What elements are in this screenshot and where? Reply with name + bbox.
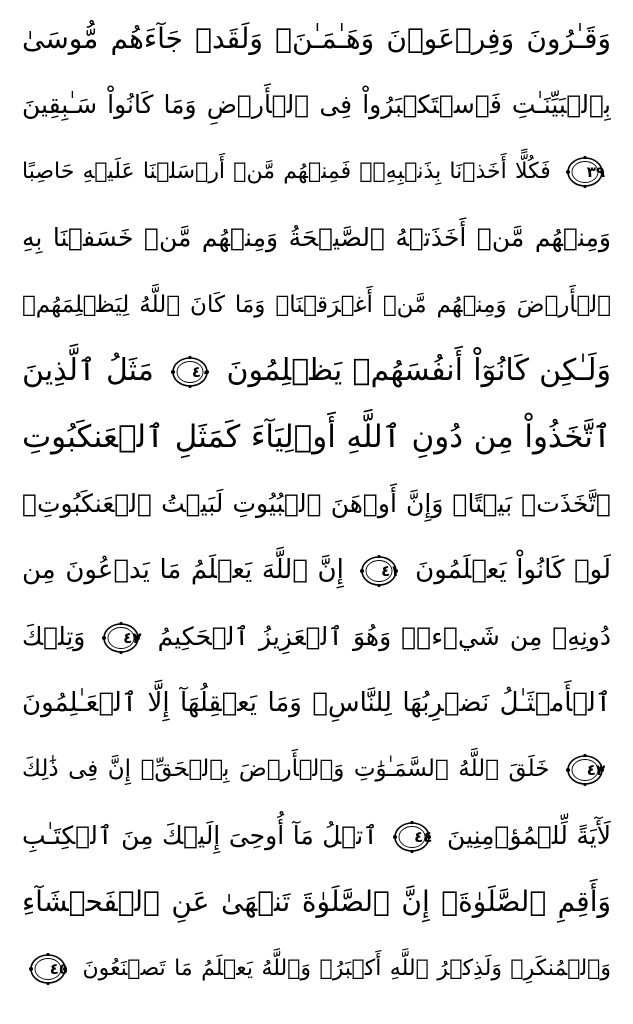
ayah-number: ٤٢ [123, 628, 142, 647]
verse-line [22, 74, 611, 136]
verse-line [22, 141, 611, 203]
ayah-number: ٤٠ [191, 362, 211, 381]
ayah-number-marker [170, 355, 210, 389]
verse-text: ٱتَّخَذَتۡ بَيۡتًاۖ وَإِنَّ أَوۡهَنَ ٱلۡبُيُوتِ لَبَيۡتُ ٱلۡعَنكَبُوتِۖ [22, 488, 611, 518]
verse-line [22, 8, 611, 70]
ayah-number: ٤٤ [414, 827, 433, 846]
verse-text: دُونِهِۦ مِن شَيۡءٖۚ وَهُوَ ٱلۡعَزِيزُ ٱلۡحَكِيمُ [157, 621, 611, 651]
verse-text: وَتِلۡكَ [22, 621, 86, 651]
verse-text: ٱتَّخَذُواْ مِن دُونِ ٱللَّهِ أَوۡلِيَآءَ كَمَثَلِ ٱلۡعَنكَبُوتِ [22, 419, 611, 456]
ayah-number-marker [28, 952, 68, 986]
verse-text: وَمِنۡهُم مَّنۡ أَخَذَتۡهُ ٱلصَّيۡحَةُ وَمِنۡهُم مَّنۡ خَسَفۡنَا بِهِ [22, 223, 611, 253]
verse-text: فَكُلًّا أَخَذۡنَا بِذَنۢبِهِۦۖ فَمِنۡهُم مَّنۡ أَرۡسَلۡنَا عَلَيۡهِ حَاصِبًا [22, 158, 551, 184]
ayah-number: ٤١ [381, 561, 400, 580]
verse-line [22, 473, 611, 535]
verse-text: وَأَقِمِ ٱلصَّلَوٰةَۖ إِنَّ ٱلصَّلَوٰةَ تَنۡهَىٰ عَنِ ٱلۡفَحۡشَآءِ [22, 885, 611, 919]
verse-line [22, 938, 611, 1000]
ayah-number-marker [565, 753, 605, 787]
ayah-number: ٤٥ [49, 959, 68, 978]
verse-text: وَٱلۡمُنكَرِۗ وَلَذِكۡرُ ٱللَّهِ أَكۡبَرُۗ وَٱللَّهُ يَعۡلَمُ مَا تَصۡنَعُونَ [82, 955, 611, 981]
ayah-number: ٤٣ [586, 760, 605, 779]
verse-text: ٱلۡأَمۡثَـٰلُ نَضۡرِبُهَا لِلنَّاسِۖ وَمَا يَعۡقِلُهَآ إِلَّا ٱلۡعَـٰلِمُونَ [22, 688, 611, 718]
verse-line [22, 340, 611, 402]
verse-text: خَلَقَ ٱللَّهُ ٱلسَّمَـٰوَٰتِ وَٱلۡأَرۡضَ بِٱلۡحَقِّۚ إِنَّ فِى ذَٰلِكَ [22, 756, 550, 783]
verse-line [22, 738, 611, 800]
verse-text: وَقَـٰرُونَ وَفِرۡعَوۡنَ وَهَـٰمَـٰنَۖ وَلَقَدۡ جَآءَهُم مُّوسَىٰ [22, 22, 611, 55]
verse-text: ٱلۡأَرۡضَ وَمِنۡهُم مَّنۡ أَغۡرَقۡنَاۚ وَمَا كَانَ ٱللَّهُ لِيَظۡلِمَهُمۡ [22, 291, 611, 318]
verse-text: بِٱلۡبَيِّنَـٰتِ فَٱسۡتَكۡبَرُواْ فِى ٱلۡأَرۡضِ وَمَا كَانُواْ سَـٰبِقِينَ [22, 90, 611, 120]
verse-line [22, 406, 611, 468]
ayah-number: ٣٩ [586, 162, 606, 181]
verse-line [22, 539, 611, 601]
verse-line [22, 805, 611, 867]
verse-text: وَلَـٰكِن كَانُوٓاْ أَنفُسَهُمۡ يَظۡلِمُونَ [226, 353, 611, 388]
ayah-number-marker [392, 820, 432, 854]
verse-line [22, 672, 611, 734]
verse-text: لَأٓيَةً لِّلۡمُؤۡمِنِينَ [447, 820, 611, 850]
verse-line [22, 606, 611, 668]
verse-text: ٱتۡلُ مَآ أُوحِىَ إِلَيۡكَ مِنَ ٱلۡكِتَـٰبِ [22, 820, 378, 850]
verse-text: لَوۡ كَانُواْ يَعۡلَمُونَ [415, 555, 611, 586]
verse-line [22, 274, 611, 336]
ayah-number-marker [101, 621, 141, 655]
verse-text: مَثَلُ ٱلَّذِينَ [22, 353, 154, 388]
verse-text: إِنَّ ٱللَّهَ يَعۡلَمُ مَا يَدۡعُونَ مِن [22, 555, 344, 586]
verse-line [22, 871, 611, 933]
ayah-number-marker [565, 155, 605, 189]
verse-line [22, 207, 611, 269]
ayah-number-marker [359, 554, 399, 588]
